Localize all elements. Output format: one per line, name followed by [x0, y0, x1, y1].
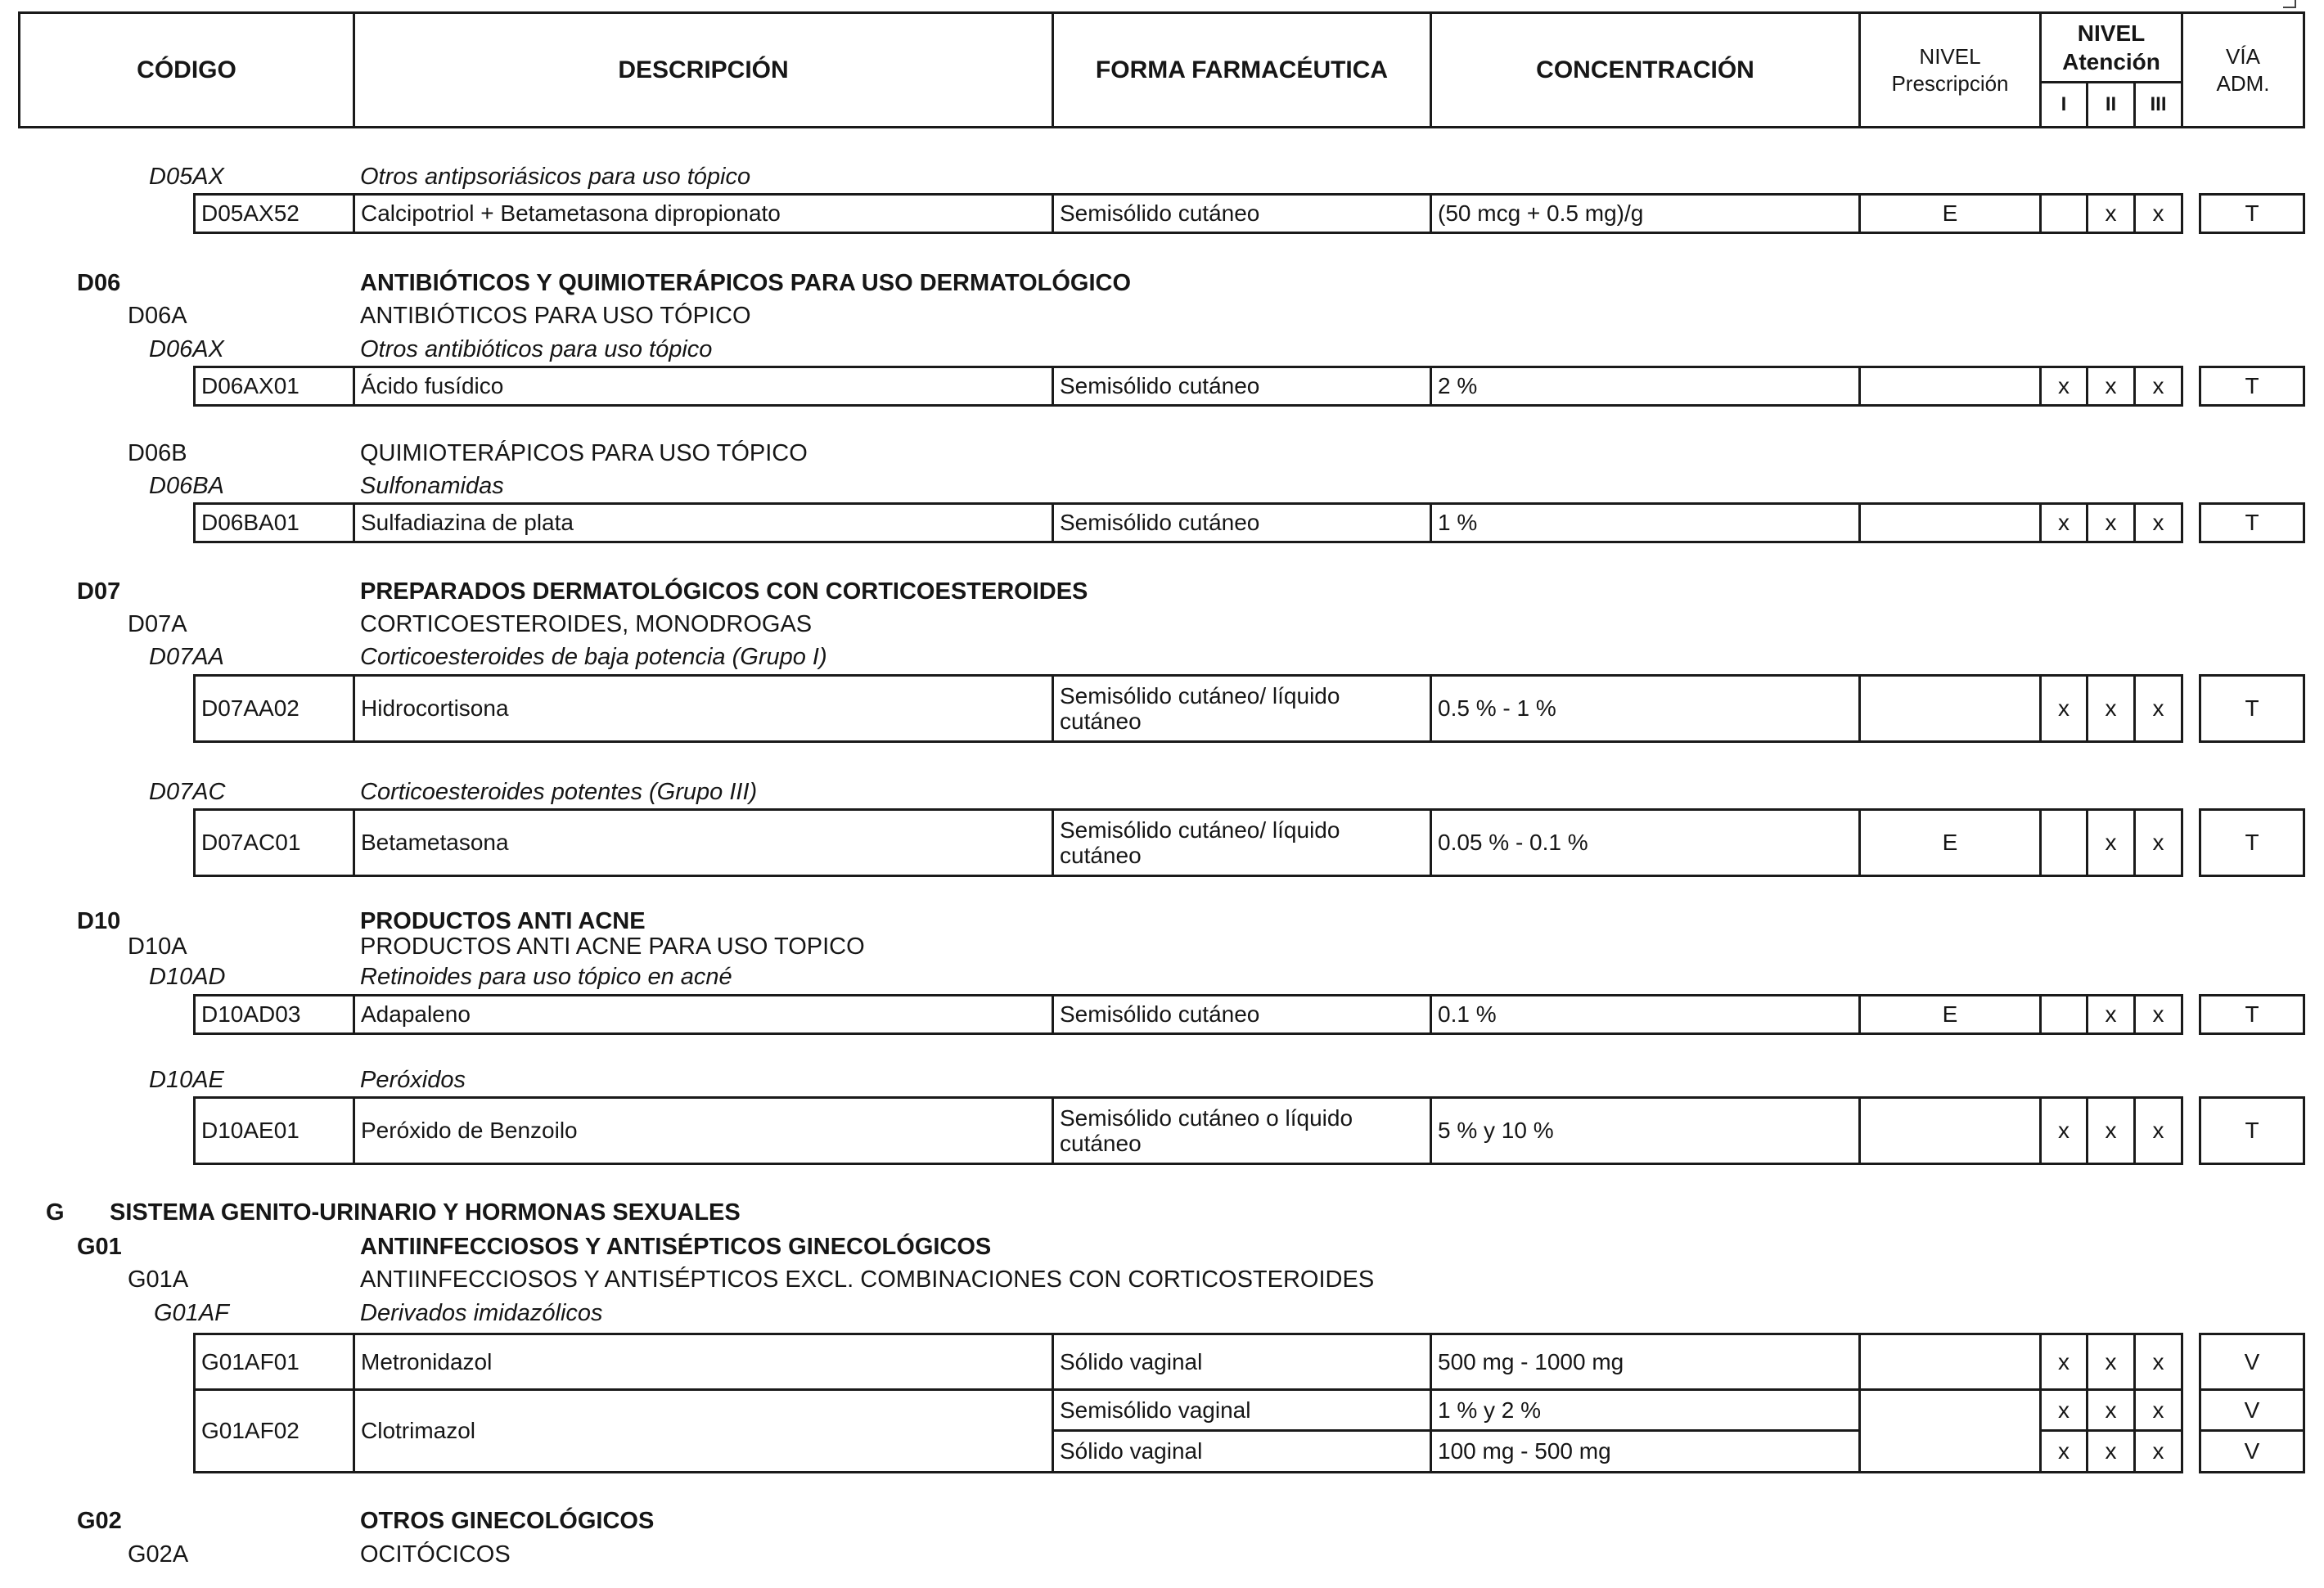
group-title-d06: ANTIBIÓTICOS Y QUIMIOTERÁPICOS PARA USO DERMATOLÓGICO: [360, 270, 1132, 296]
cell-descripcion: Hidrocortisona: [353, 674, 1054, 743]
cell-forma: Semisólido cutáneo: [1052, 502, 1432, 543]
cell-nivel-prescripcion: [1858, 674, 2042, 743]
header-nivel-atencion: [2039, 11, 2183, 83]
table-header: [18, 11, 2305, 128]
group-title-d07a: CORTICOESTEROIDES, MONODROGAS: [360, 611, 813, 637]
cell-nivel-prescripcion: [1858, 502, 2042, 543]
group-code-d10a: D10A: [128, 933, 187, 960]
cell-nivel-ii: x: [2086, 1096, 2136, 1165]
cell-via: T: [2199, 808, 2305, 877]
cell-nivel-i: x: [2039, 674, 2088, 743]
cell-concentracion: 5 % y 10 %: [1430, 1096, 1861, 1165]
cell-codigo: D07AA02: [193, 674, 355, 743]
header-nivel-prescripcion-line2: Prescripción: [1891, 70, 2009, 96]
cell-codigo: D06BA01: [193, 502, 355, 543]
cell-concentracion: 1 %: [1430, 502, 1861, 543]
cell-nivel-ii: x: [2086, 808, 2136, 877]
group-code-d10: D10: [77, 908, 121, 934]
cell-codigo: D10AE01: [193, 1096, 355, 1165]
cell-descripcion: Adapaleno: [353, 994, 1054, 1035]
cell-nivel-ii: x: [2086, 193, 2136, 234]
header-nivel-ii: II: [2086, 81, 2136, 128]
group-title-d10ae: Peróxidos: [360, 1067, 466, 1093]
cell-forma: Semisólido cutáneo: [1052, 994, 1432, 1035]
header-nivel-iii: III: [2133, 81, 2183, 128]
header-via-line2: ADM.: [2216, 70, 2270, 96]
cell-nivel-i: x: [2039, 1096, 2088, 1165]
cell-nivel-i: x: [2039, 366, 2088, 407]
cell-nivel-iii: x: [2133, 502, 2183, 543]
header-nivel-atencion-line1: NIVEL: [2077, 20, 2146, 46]
group-code-d07: D07: [77, 578, 121, 605]
cell-nivel-prescripcion: E: [1858, 193, 2042, 234]
cell-nivel-prescripcion: [1858, 1333, 2042, 1391]
cell-codigo: G01AF01: [193, 1333, 355, 1391]
header-nivel-i: I: [2039, 81, 2088, 128]
group-code-d07ac: D07AC: [149, 779, 226, 805]
header-codigo: CÓDIGO: [18, 11, 355, 128]
cell-nivel-iii: x: [2133, 674, 2183, 743]
group-code-g01: G01: [77, 1234, 122, 1260]
cell-descripcion: Betametasona: [353, 808, 1054, 877]
cell-via: T: [2199, 674, 2305, 743]
cell-nivel-iii: x: [2133, 994, 2183, 1035]
corner-mark: [2283, 0, 2296, 8]
cell-via: V: [2199, 1388, 2305, 1432]
group-code-d05ax: D05AX: [149, 164, 224, 190]
group-title-g02: OTROS GINECOLÓGICOS: [360, 1508, 655, 1534]
cell-concentracion: 0.1 %: [1430, 994, 1861, 1035]
group-code-d06b: D06B: [128, 440, 187, 466]
cell-via: T: [2199, 193, 2305, 234]
cell-forma: Sólido vaginal: [1052, 1429, 1432, 1473]
cell-nivel-i: [2039, 808, 2088, 877]
cell-nivel-prescripcion: E: [1858, 808, 2042, 877]
cell-concentracion: 0.05 % - 0.1 %: [1430, 808, 1861, 877]
cell-via: T: [2199, 366, 2305, 407]
group-code-g01a: G01A: [128, 1266, 189, 1293]
cell-descripcion: Metronidazol: [353, 1333, 1054, 1391]
cell-descripcion: Clotrimazol: [353, 1388, 1054, 1473]
cell-via: T: [2199, 1096, 2305, 1165]
cell-nivel-ii: x: [2086, 1388, 2136, 1432]
cell-nivel-ii: x: [2086, 1429, 2136, 1473]
cell-nivel-iii: x: [2133, 1333, 2183, 1391]
group-code-d07aa: D07AA: [149, 644, 224, 670]
cell-descripcion: Ácido fusídico: [353, 366, 1054, 407]
cell-concentracion: 500 mg - 1000 mg: [1430, 1333, 1861, 1391]
group-title-d07: PREPARADOS DERMATOLÓGICOS CON CORTICOESTEROIDES: [360, 578, 1088, 605]
group-title-d06ba: Sulfonamidas: [360, 473, 504, 499]
group-title-g01af: Derivados imidazólicos: [360, 1300, 603, 1326]
cell-codigo: D07AC01: [193, 808, 355, 877]
cell-forma: Semisólido cutáneo/ líquido cutáneo: [1052, 674, 1432, 743]
cell-concentracion: 100 mg - 500 mg: [1430, 1429, 1861, 1473]
group-code-d06a: D06A: [128, 303, 187, 329]
group-title-d10a: PRODUCTOS ANTI ACNE PARA USO TOPICO: [360, 933, 865, 960]
header-concentracion: CONCENTRACIÓN: [1430, 11, 1861, 128]
cell-nivel-ii: x: [2086, 502, 2136, 543]
group-title-d06ax: Otros antibióticos para uso tópico: [360, 336, 713, 362]
cell-forma: Sólido vaginal: [1052, 1333, 1432, 1391]
header-via-line1: VÍA: [2226, 44, 2260, 69]
cell-nivel-i: x: [2039, 502, 2088, 543]
cell-nivel-prescripcion: [1858, 1096, 2042, 1165]
group-title-g01: ANTIINFECCIOSOS Y ANTISÉPTICOS GINECOLÓGICOS: [360, 1234, 992, 1260]
header-forma-farmaceutica: FORMA FARMACÉUTICA: [1052, 11, 1432, 128]
header-via-adm: [2181, 11, 2305, 128]
cell-descripcion: Calcipotriol + Betametasona dipropionato: [353, 193, 1054, 234]
cell-nivel-iii: x: [2133, 366, 2183, 407]
group-code-d10ad: D10AD: [149, 964, 226, 990]
group-title-g: SISTEMA GENITO-URINARIO Y HORMONAS SEXUALES: [110, 1199, 741, 1226]
group-code-d06ax: D06AX: [149, 336, 224, 362]
group-code-d06: D06: [77, 270, 121, 296]
cell-codigo: D05AX52: [193, 193, 355, 234]
cell-via: T: [2199, 994, 2305, 1035]
group-title-d05ax: Otros antipsoriásicos para uso tópico: [360, 164, 751, 190]
cell-nivel-ii: x: [2086, 674, 2136, 743]
header-nivel-prescripcion: [1858, 11, 2042, 128]
cell-nivel-prescripcion: E: [1858, 994, 2042, 1035]
group-title-d10: PRODUCTOS ANTI ACNE: [360, 908, 646, 934]
cell-nivel-iii: x: [2133, 193, 2183, 234]
group-title-d10ad: Retinoides para uso tópico en acné: [360, 964, 732, 990]
cell-nivel-ii: x: [2086, 366, 2136, 407]
cell-via: T: [2199, 502, 2305, 543]
cell-concentracion: 0.5 % - 1 %: [1430, 674, 1861, 743]
header-nivel-prescripcion-line1: NIVEL: [1919, 44, 1981, 69]
group-code-d07a: D07A: [128, 611, 187, 637]
group-title-g02a: OCITÓCICOS: [360, 1541, 511, 1568]
group-title-g01a: ANTIINFECCIOSOS Y ANTISÉPTICOS EXCL. COMBINACIONES CON CORTICOSTEROIDES: [360, 1266, 1375, 1293]
group-code-g02: G02: [77, 1508, 122, 1534]
cell-nivel-i: [2039, 193, 2088, 234]
cell-concentracion: 1 % y 2 %: [1430, 1388, 1861, 1432]
cell-concentracion: 2 %: [1430, 366, 1861, 407]
group-code-g02a: G02A: [128, 1541, 189, 1568]
cell-nivel-i: [2039, 994, 2088, 1035]
cell-nivel-i: x: [2039, 1388, 2088, 1432]
cell-nivel-prescripcion: [1858, 1388, 2042, 1473]
cell-nivel-i: x: [2039, 1333, 2088, 1391]
group-code-g01af: G01AF: [154, 1300, 229, 1326]
cell-nivel-ii: x: [2086, 994, 2136, 1035]
cell-concentracion: (50 mcg + 0.5 mg)/g: [1430, 193, 1861, 234]
header-nivel-atencion-line2: Atención: [2062, 49, 2160, 74]
group-title-d07aa: Corticoesteroides de baja potencia (Grupo I): [360, 644, 827, 670]
group-title-d06b: QUIMIOTERÁPICOS PARA USO TÓPICO: [360, 440, 808, 466]
cell-forma: Semisólido vaginal: [1052, 1388, 1432, 1432]
group-title-d07ac: Corticoesteroides potentes (Grupo III): [360, 779, 758, 805]
cell-nivel-iii: x: [2133, 1388, 2183, 1432]
cell-nivel-prescripcion: [1858, 366, 2042, 407]
group-code-d06ba: D06BA: [149, 473, 224, 499]
header-descripcion: DESCRIPCIÓN: [353, 11, 1054, 128]
cell-forma: Semisólido cutáneo: [1052, 366, 1432, 407]
cell-forma: Semisólido cutáneo/ líquido cutáneo: [1052, 808, 1432, 877]
cell-via: V: [2199, 1429, 2305, 1473]
cell-descripcion: Sulfadiazina de plata: [353, 502, 1054, 543]
cell-codigo: D06AX01: [193, 366, 355, 407]
cell-nivel-ii: x: [2086, 1333, 2136, 1391]
cell-nivel-iii: x: [2133, 808, 2183, 877]
cell-forma: Semisólido cutáneo: [1052, 193, 1432, 234]
cell-nivel-i: x: [2039, 1429, 2088, 1473]
cell-codigo: D10AD03: [193, 994, 355, 1035]
cell-nivel-iii: x: [2133, 1096, 2183, 1165]
group-code-d10ae: D10AE: [149, 1067, 224, 1093]
cell-nivel-iii: x: [2133, 1429, 2183, 1473]
group-code-g: G: [46, 1199, 65, 1226]
cell-via: V: [2199, 1333, 2305, 1391]
cell-descripcion: Peróxido de Benzoilo: [353, 1096, 1054, 1165]
cell-forma: Semisólido cutáneo o líquido cutáneo: [1052, 1096, 1432, 1165]
group-title-d06a: ANTIBIÓTICOS PARA USO TÓPICO: [360, 303, 751, 329]
cell-codigo: G01AF02: [193, 1388, 355, 1473]
